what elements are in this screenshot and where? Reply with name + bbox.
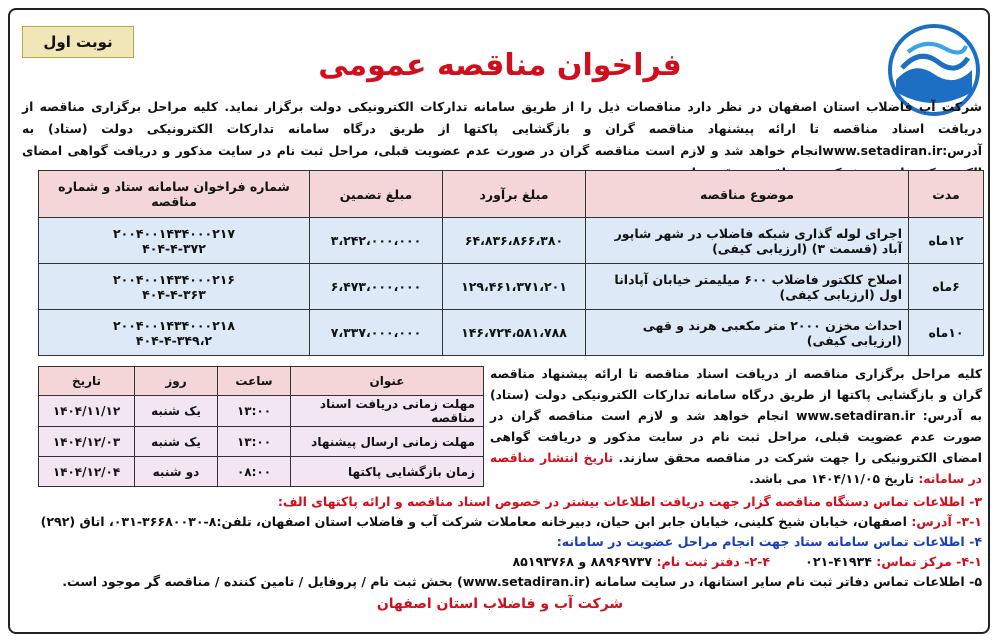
schedule-day: یک شنبه xyxy=(135,396,218,427)
cell-number xyxy=(39,264,310,310)
contact-address-text: اصفهان، خیابان شیخ کلینی، خیابان جابر ابن حیان، دبیرخانه معاملات شرکت آب و فاضلاب استان اصفهان، تلفن:۸-۳۶۶۸۰۰۳۰-۰۳۱، اتاق (۲۹۲) xyxy=(40,514,907,529)
header-duration: مدت xyxy=(909,171,984,218)
cell-duration: ۶ماه xyxy=(909,264,984,310)
tenders-table xyxy=(38,170,984,356)
cell-estimate: ۶۴،۸۳۶،۸۶۶،۳۸۰ xyxy=(443,218,586,264)
tender-number-line2: ۴۰۴-۴-۳۶۳ xyxy=(142,286,206,302)
contact-heading-setad: ۴- اطلاعات تماس سامانه ستاد جهت انجام مراحل عضویت در سامانه: xyxy=(556,534,982,549)
contact-phone-line xyxy=(30,552,982,572)
call-center-label: ۴-۱- مرکز تماس: xyxy=(876,554,982,569)
cell-subject: اصلاح کلکتور فاضلاب ۶۰۰ میلیمتر خیابان آپادانا اول (ارزیابی کیفی) xyxy=(586,264,909,310)
cell-guarantee: ۳،۲۴۲،۰۰۰،۰۰۰ xyxy=(310,218,443,264)
table-row xyxy=(39,218,984,264)
schedule-title: زمان بازگشایی پاکتها xyxy=(291,457,484,487)
schedule-header-row xyxy=(39,367,484,396)
schedule-day: دو شنبه xyxy=(135,457,218,487)
schedule-row xyxy=(39,396,484,427)
header-subject: موضوع مناقصه xyxy=(586,171,909,218)
schedule-header-date: تاریخ xyxy=(39,367,135,396)
footer-organization: شرکت آب و فاضلاب استان اصفهان xyxy=(376,596,624,612)
tender-number-line1: ۲۰۰۴۰۰۱۴۳۴۰۰۰۲۱۷ xyxy=(112,225,236,241)
header-guarantee: مبلغ تضمین xyxy=(310,171,443,218)
tender-number-line2: ۴۰۴-۴-۳۴۹،۲ xyxy=(135,332,213,348)
schedule-header-title: عنوان xyxy=(291,367,484,396)
procedure-paragraph xyxy=(490,364,982,490)
tender-number-line1: ۲۰۰۴۰۰۱۴۳۴۰۰۰۲۱۶ xyxy=(112,271,236,287)
cell-duration: ۱۲ماه xyxy=(909,218,984,264)
cell-estimate: ۱۴۶،۷۲۴،۵۸۱،۷۸۸ xyxy=(443,310,586,356)
publish-date-text: تاریخ ۱۴۰۴/۱۱/۰۵ می باشد. xyxy=(749,472,915,486)
cell-number xyxy=(39,218,310,264)
cell-duration: ۱۰ماه xyxy=(909,310,984,356)
table-row xyxy=(39,310,984,356)
procedure-text: کلیه مراحل برگزاری مناقصه از دریافت اسناد مناقصه تا ارائه پیشنهاد مناقصه گران و بازگشایی پاکتها از طریق درگاه سامانه تدارکات الکترونیکی دولت (ستاد) به آدرس: www.setadiran.ir انجام خواهد شد و لازم است مناقصه گران در صورت عدم عضویت قبلی، مراحل ثبت نام در سایت مذکور و دریافت گواهی امضای الکترونیکی را جهت شرکت در مناقصه محقق سازند. xyxy=(490,367,983,465)
schedule-date: ۱۴۰۴/۱۲/۰۴ xyxy=(39,457,135,487)
schedule-date: ۱۴۰۴/۱۲/۰۳ xyxy=(39,427,135,457)
schedule-header-time: ساعت xyxy=(218,367,291,396)
cell-estimate: ۱۲۹،۴۶۱،۳۷۱،۲۰۱ xyxy=(443,264,586,310)
schedule-title: مهلت زمانی دریافت اسناد مناقصه xyxy=(291,396,484,427)
header-estimate: مبلغ برآورد xyxy=(443,171,586,218)
contacts-section xyxy=(30,492,982,592)
schedule-row xyxy=(39,457,484,487)
contact-heading-organizer: ۳- اطلاعات تماس دستگاه مناقصه گزار جهت دریافت اطلاعات بیشتر در خصوص اسناد مناقصه و ارائه پاکتهای الف: xyxy=(277,494,982,509)
edition-badge: نوبت اول xyxy=(22,26,134,58)
call-center-number: ۴۱۹۳۴-۰۲۱ xyxy=(805,554,872,569)
header-number: شماره فراخوان سامانه ستاد و شماره مناقصه xyxy=(39,171,310,218)
intro-paragraph: شرکت آب فاضلاب استان اصفهان در نظر دارد مناقصات ذیل را از طریق سامانه تدارکات الکترونیکی دولت برگزار نماید. کلیه مراحل برگزاری مناقصه از دریافت اسناد مناقصه تا ارائه پیشنهاد مناقصه گران و بازگشایی پاکتها از طریق درگاه سامانه تدارکات الکترونیکی دولت (ستاد) به آدرس:www.setadiran.irانجام خواهد شد و لازم است مناقصه گران در صورت عدم عضویت قبلی، مراحل ثبت نام در سایت مذکور و دریافت گواهی امضای xyxy=(22,99,982,158)
tenders-header-row xyxy=(39,171,984,218)
publish-date-label: تاریخ انتشار مناقصه در سامانه: xyxy=(490,451,982,486)
schedule-table xyxy=(38,366,484,487)
tender-number-line2: ۴۰۴-۴-۳۷۲ xyxy=(142,240,206,256)
schedule-header-day: روز xyxy=(135,367,218,396)
cell-number xyxy=(39,310,310,356)
contact-address-line xyxy=(30,512,982,532)
registration-office-numbers: ۸۸۹۶۹۷۳۷ و ۸۵۱۹۳۷۶۸ xyxy=(512,554,653,569)
schedule-date: ۱۴۰۴/۱۱/۱۲ xyxy=(39,396,135,427)
cell-subject: احداث مخزن ۲۰۰۰ متر مکعبی هرند و قهی (ارزیابی کیفی) xyxy=(586,310,909,356)
schedule-time: ۰۸:۰۰ xyxy=(218,457,291,487)
cell-guarantee: ۷،۳۳۷،۰۰۰،۰۰۰ xyxy=(310,310,443,356)
schedule-time: ۱۳:۰۰ xyxy=(218,427,291,457)
contact-provinces-line: ۵- اطلاعات تماس دفاتر ثبت نام سایر استانها، در سایت سامانه (www.setadiran.ir) بخش ثبت نام / پروفایل / تامین کننده / مناقصه گر موجود است. xyxy=(62,574,982,589)
cell-subject: اجرای لوله گذاری شبکه فاضلاب در شهر شاپور آباد (قسمت ۳) (ارزیابی کیفی) xyxy=(586,218,909,264)
schedule-title: مهلت زمانی ارسال پیشنهاد xyxy=(291,427,484,457)
schedule-time: ۱۳:۰۰ xyxy=(218,396,291,427)
tender-number-line1: ۲۰۰۴۰۰۱۴۳۴۰۰۰۲۱۸ xyxy=(112,317,236,333)
schedule-row xyxy=(39,427,484,457)
schedule-day: یک شنبه xyxy=(135,427,218,457)
contact-address-label: ۳-۱- آدرس: xyxy=(911,514,982,529)
cell-guarantee: ۶،۴۷۳،۰۰۰،۰۰۰ xyxy=(310,264,443,310)
table-row xyxy=(39,264,984,310)
page-title: فراخوان مناقصه عمومی xyxy=(318,48,682,83)
registration-office-label: ۴-۲- دفتر ثبت نام: xyxy=(656,554,771,569)
